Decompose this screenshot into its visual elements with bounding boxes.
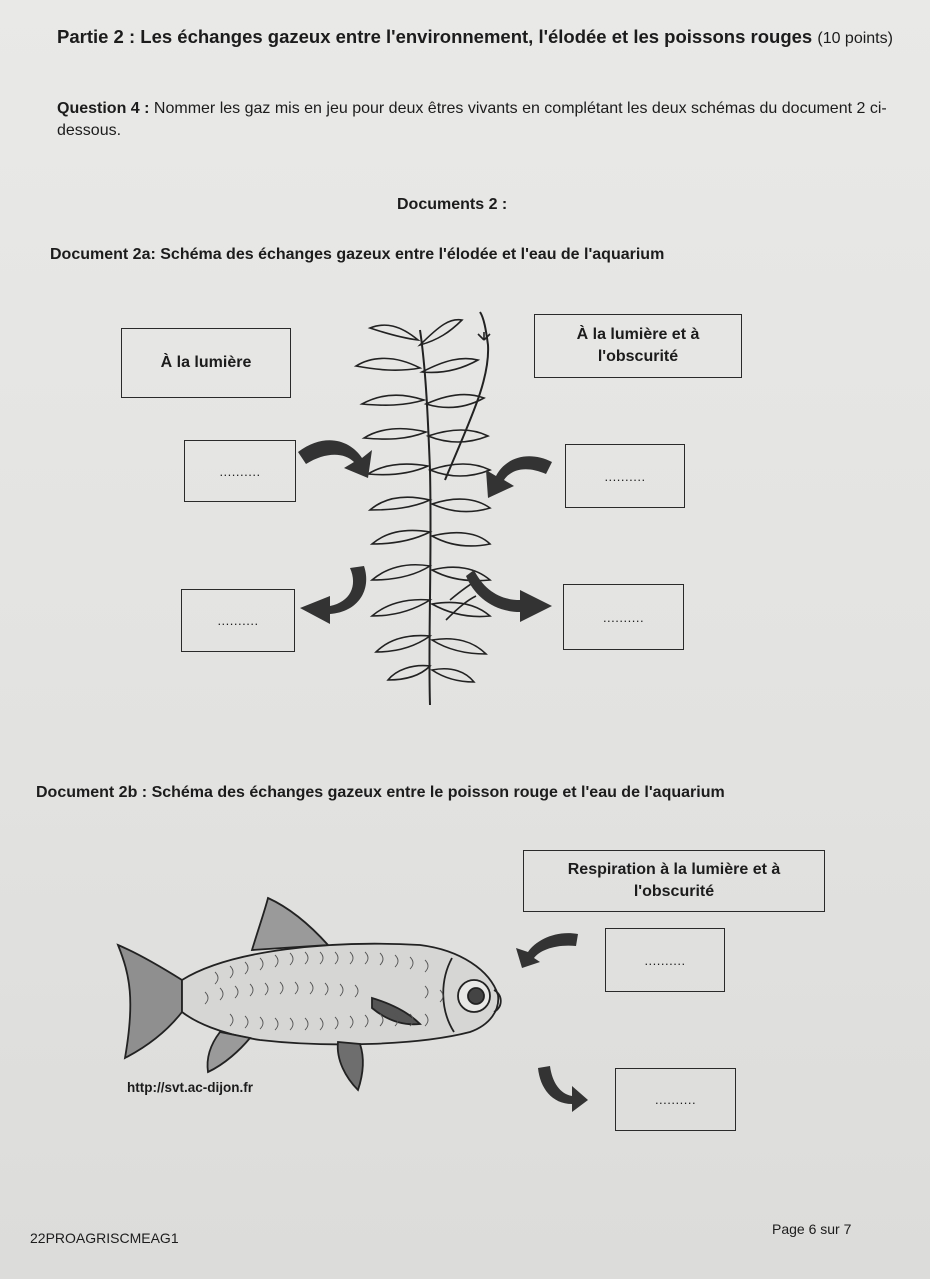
question-text: Nommer les gaz mis en jeu pour deux êtres vivants en complétant les deux schémas du document 2 ci-dessous.	[57, 100, 887, 139]
question-label: Question 4 :	[57, 100, 150, 117]
doc2a-title: Document 2a: Schéma des échanges gazeux entre l'élodée et l'eau de l'aquarium	[50, 246, 665, 263]
answer-box-5[interactable]: ..........	[605, 928, 725, 992]
points: (10 points)	[817, 30, 893, 47]
page-number: Page 6 sur 7	[772, 1221, 852, 1237]
exam-code: 22PROAGRISCMEAG1	[30, 1230, 179, 1246]
label-light: À la lumière	[121, 328, 291, 398]
partie-title: Partie 2 : Les échanges gazeux entre l'environnement, l'élodée et les poissons rouges (10 points)	[57, 26, 893, 47]
answer-box-6[interactable]: ..........	[615, 1068, 736, 1131]
answer-box-1[interactable]: ..........	[184, 440, 296, 502]
answer-box-4[interactable]: ..........	[563, 584, 684, 650]
documents-heading: Documents 2 :	[397, 196, 508, 213]
label-light-and-dark: À la lumière et à l'obscurité	[534, 314, 742, 378]
source-url: http://svt.ac-dijon.fr	[127, 1080, 253, 1095]
answer-box-3[interactable]: ..........	[181, 589, 295, 652]
doc2b-title: Document 2b : Schéma des échanges gazeux entre le poisson rouge et l'eau de l'aquarium	[36, 784, 725, 801]
answer-box-2[interactable]: ..........	[565, 444, 685, 508]
label-respiration: Respiration à la lumière et à l'obscurité	[523, 850, 825, 912]
